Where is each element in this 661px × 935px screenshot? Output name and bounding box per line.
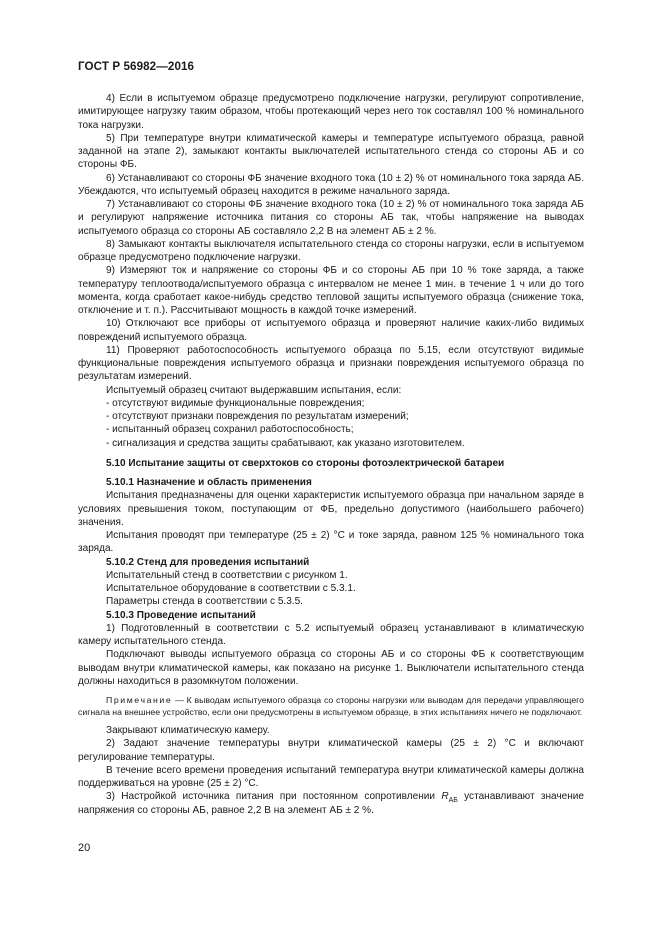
stand-line: Испытательный стенд в соответствии с рисунком 1. — [106, 569, 348, 581]
procedure-step-1: 1) Подготовленный в соответствии с 5.2 испытуемый образец устанавливают в климатическую камеру испытательного стенда. — [78, 622, 584, 647]
criteria-item: - отсутствуют признаки повреждения по результатам измерений; — [106, 411, 409, 422]
step-6-paragraph: 6) Устанавливают со стороны ФБ значение входного тока (10 ± 2) % от номинального тока заряда АБ. Убеждаются, что испытуемый образец находится в режиме начального заряда. — [78, 172, 584, 197]
resistance-symbol: R — [441, 791, 449, 803]
temperature-maintain-paragraph: В течение всего времени проведения испытаний температура внутри климатической камеры должна поддерживаться на уровне (25 ± 2) °С. — [78, 764, 584, 789]
procedure-connect-paragraph: Подключают выводы испытуемого образца со стороны АБ и со стороны ФБ к соответствующим выводам внутри климатической камеры, как показано на рисунке 1. Выключатели испытательного стенда должны находиться в разомкнутом положении. — [78, 649, 584, 687]
section-5-10-heading: 5.10 Испытание защиты от сверхтоков со стороны фотоэлектрической батареи — [106, 457, 505, 469]
resistance-subscript: АБ — [448, 797, 458, 805]
page-number: 20 — [78, 842, 91, 854]
procedure-step-2: 2) Задают значение температуры внутри климатической камеры (25 ± 2) °С и включают регулирование температуры. — [78, 738, 584, 763]
standard-header: ГОСТ Р 56982—2016 — [78, 60, 195, 73]
step-10-paragraph: 10) Отключают все приборы от испытуемого образца и проверяют наличие каких-либо видимых повреждений испытуемого образца. — [78, 318, 584, 343]
step-11-paragraph: 11) Проверяют работоспособность испытуемого образца по 5.15, если отсутствуют видимые функциональные повреждения испытуемого образца и признаки повреждения испытуемого образца по результатам измерений. — [78, 344, 584, 383]
criteria-item: - сигнализация и средства защиты срабатывают, как указано изготовителем. — [106, 437, 465, 449]
section-5-10-2-heading: 5.10.2 Стенд для проведения испытаний — [106, 556, 310, 568]
note-label: Примечание — [106, 695, 173, 705]
step-8-paragraph: 8) Замыкают контакты выключателя испытательного стенда со стороны нагрузки, если в испытуемом образце предусмотрено подключение нагрузки. — [78, 238, 584, 263]
section-5-10-3-heading: 5.10.3 Проведение испытаний — [106, 609, 256, 621]
criteria-item: - испытанный образец сохранил работоспособность; — [106, 424, 354, 436]
purpose-paragraph: Испытания предназначены для оценки характеристик испытуемого образца при начальном заряде в условиях превышения током, поступающим от ФБ, предельно допустимого (наибольшего рабочего) значения. — [78, 490, 584, 528]
step-9-paragraph: 9) Измеряют ток и напряжение со стороны ФБ и со стороны АБ при 10 % токе заряда, а также температуру теплоотвода/испытуемого образца с интервалом не менее 1 мин. в течение 1 ч или до того момента, когда сработает какое-нибудь средство тепловой защиты испытуемого образца (снижение тока, отключение и т. п.). Рассчитывают мощность в каждой точке измерений. — [78, 265, 584, 316]
procedure-step-3 — [78, 790, 584, 817]
section-5-10-1-heading: 5.10.1 Назначение и область применения — [106, 477, 312, 488]
close-chamber-paragraph: Закрывают климатическую камеру. — [106, 725, 270, 736]
note-paragraph — [78, 694, 584, 718]
note-text: — К выводам испытуемого образца со стороны нагрузки или выводам для передачи управляющего сигнала на внешнее устройство, если они предусмотрены в испытуемом образце, в этих испытаниях ничего не подключают. — [78, 695, 584, 717]
step-5-paragraph: 5) При температуре внутри климатической камеры и температуре испытуемого образца, равной заданной на этапе 2), замыкают контакты выключателей испытательного стенда со стороны АБ и со стороны ФБ. — [78, 132, 584, 171]
conditions-paragraph: Испытания проводят при температуре (25 ± 2) °С и токе заряда, равном 125 % номинального тока заряда. — [78, 530, 584, 555]
step-3-text-b: устанавливают значение напряжения со стороны АБ, равное 2,2 В на элемент АБ ± 2 %. — [78, 791, 584, 816]
pass-criteria-intro: Испытуемый образец считают выдержавшим испытания, если: — [106, 384, 402, 396]
step-7-paragraph: 7) Устанавливают со стороны ФБ значение входного тока (10 ± 2) % от номинального тока заряда АБ и регулируют напряжение источника питания со стороны АБ так, чтобы напряжение на выводах испытуемого образца со стороны АБ составляло 2,2 В на элемент АБ ± 2 %. — [78, 199, 584, 237]
page-content — [78, 92, 584, 817]
stand-line: Параметры стенда в соответствии с 5.3.5. — [106, 596, 303, 608]
criteria-item: - отсутствуют видимые функциональные повреждения; — [106, 397, 365, 409]
step-4-paragraph: 4) Если в испытуемом образце предусмотрено подключение нагрузки, регулируют сопротивление, имитирующее нагрузку таким образом, чтобы протекающий через него ток составлял 100 % номинального тока нагрузки. — [78, 93, 584, 131]
stand-line: Испытательное оборудование в соответствии с 5.3.1. — [106, 583, 356, 594]
step-3-text-a: 3) Настройкой источника питания при постоянном сопротивлении — [106, 791, 442, 803]
